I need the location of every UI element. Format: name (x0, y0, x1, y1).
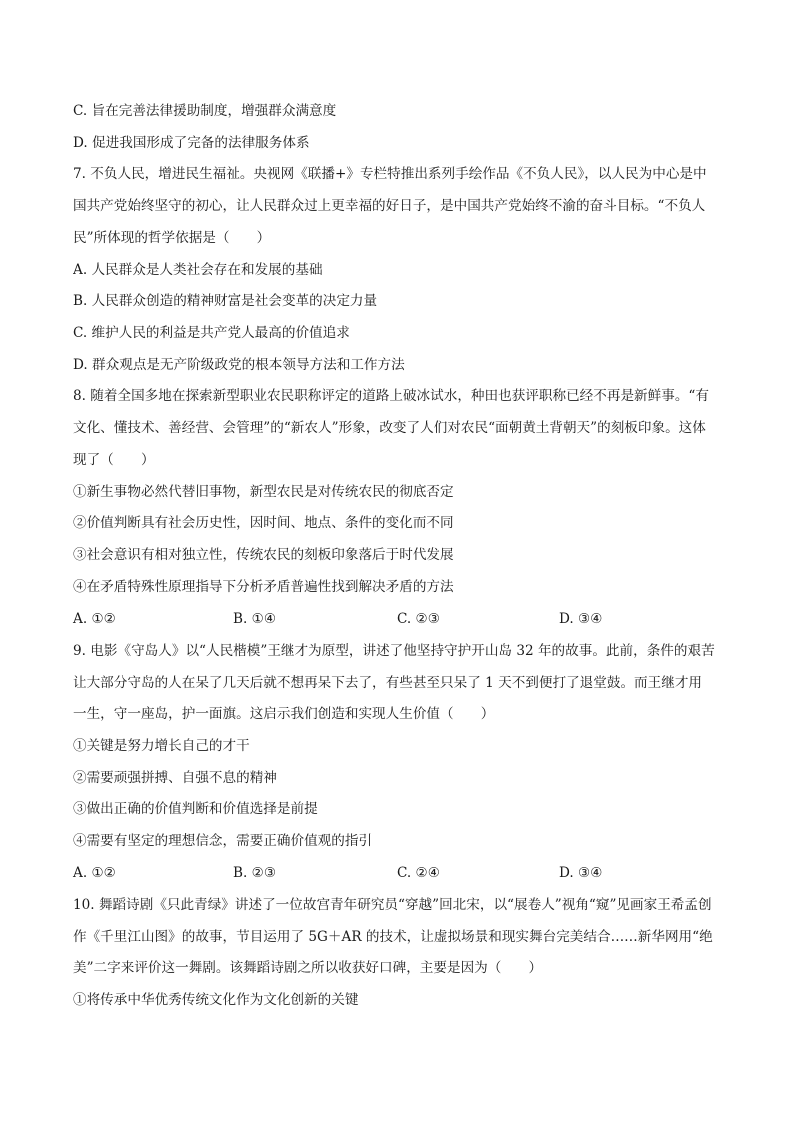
q8-item-4: ④在矛盾特殊性原理指导下分析矛盾普遍性找到解决矛盾的方法 (73, 579, 454, 595)
q7-stem-line-3: 民”所体现的哲学依据是（ ） (73, 230, 271, 246)
q9-option-b: B. ②③ (233, 865, 277, 881)
q8-options (73, 609, 723, 629)
q9-option-a: A. ①② (73, 865, 116, 881)
q8-option-d: D. ③④ (559, 611, 603, 627)
q9-stem-line-3: 一生，守一座岛，护一面旗。这启示我们创造和实现人生价值（ ） (73, 706, 495, 722)
q8-item-2: ②价值判断具有社会历史性，因时间、地点、条件的变化而不同 (73, 515, 454, 531)
q9-option-c: C. ②④ (397, 865, 440, 881)
q7-option-c: C. 维护人民的利益是共产党人最高的价值追求 (73, 325, 350, 341)
q8-option-c: C. ②③ (397, 611, 440, 627)
q8-stem-line-2: 文化、懂技术、善经营、会管理”的“新农人”形象，改变了人们对农民“面朝黄土背朝天”的刻板印象。这体 (73, 420, 706, 436)
q9-item-3: ③做出正确的价值判断和价值选择是前提 (73, 801, 318, 817)
q7-option-d: D. 群众观点是无产阶级政党的根本领导方法和工作方法 (73, 357, 405, 373)
q9-stem-line-2: 让大部分守岛的人在呆了几天后就不想再呆下去了，有些甚至只呆了 1 天不到便打了退堂鼓。而王继才用 (73, 675, 703, 691)
q8-stem-line-1: 8. 随着全国多地在探索新型职业农民职称评定的道路上破冰试水，种田也获评职称已经不再是新鲜事。“有 (73, 388, 709, 404)
q7-option-a: A. 人民群众是人类社会存在和发展的基础 (73, 262, 323, 278)
q10-item-1: ①将传承中华优秀传统文化作为文化创新的关键 (73, 992, 359, 1008)
q7-option-b: B. 人民群众创造的精神财富是社会变革的决定力量 (73, 293, 378, 309)
q9-stem-line-1: 9. 电影《守岛人》以“人民楷模”王继才为原型，讲述了他坚持守护开山岛 32 年的故事。此前，条件的艰苦 (73, 643, 715, 659)
q9-item-4: ④需要有坚定的理想信念，需要正确价值观的指引 (73, 833, 373, 849)
q10-stem-line-1: 10. 舞蹈诗剧《只此青绿》讲述了一位故宫青年研究员“穿越”回北宋，以“展卷人”视角“窥”见画家王希孟创 (73, 897, 712, 913)
q8-option-a: A. ①② (73, 611, 116, 627)
q9-item-2: ②需要顽强拼搏、自强不息的精神 (73, 770, 277, 786)
q7-stem-line-1: 7. 不负人民，增进民生福祉。央视网《联播+》专栏特推出系列手绘作品《不负人民》，以人民为中心是中 (73, 166, 707, 182)
q9-option-d: D. ③④ (559, 865, 603, 881)
q10-stem-line-3: 美”二字来评价这一舞剧。该舞蹈诗剧之所以收获好口碑，主要是因为（ ） (73, 960, 543, 976)
q9-item-1: ①关键是努力增长自己的才干 (73, 738, 250, 754)
q6-option-d: D. 促进我国形成了完备的法律服务体系 (73, 135, 310, 151)
q9-options (73, 863, 723, 883)
q8-item-3: ③社会意识有相对独立性，传统农民的刻板印象落后于时代发展 (73, 547, 454, 563)
q8-option-b: B. ①④ (233, 611, 277, 627)
q10-stem-line-2: 作《千里江山图》的故事，节目运用了 5G＋AR 的技术，让虚拟场景和现实舞台完美结合……新华网用“绝 (73, 929, 713, 945)
q7-stem-line-2: 国共产党始终坚守的初心，让人民群众过上更幸福的好日子，是中国共产党始终不渝的奋斗目标。“不负人 (73, 198, 706, 214)
q8-item-1: ①新生事物必然代替旧事物，新型农民是对传统农民的彻底否定 (73, 484, 454, 500)
q8-stem-line-3: 现了（ ） (73, 452, 155, 468)
q6-option-c: C. 旨在完善法律援助制度，增强群众满意度 (73, 103, 337, 119)
